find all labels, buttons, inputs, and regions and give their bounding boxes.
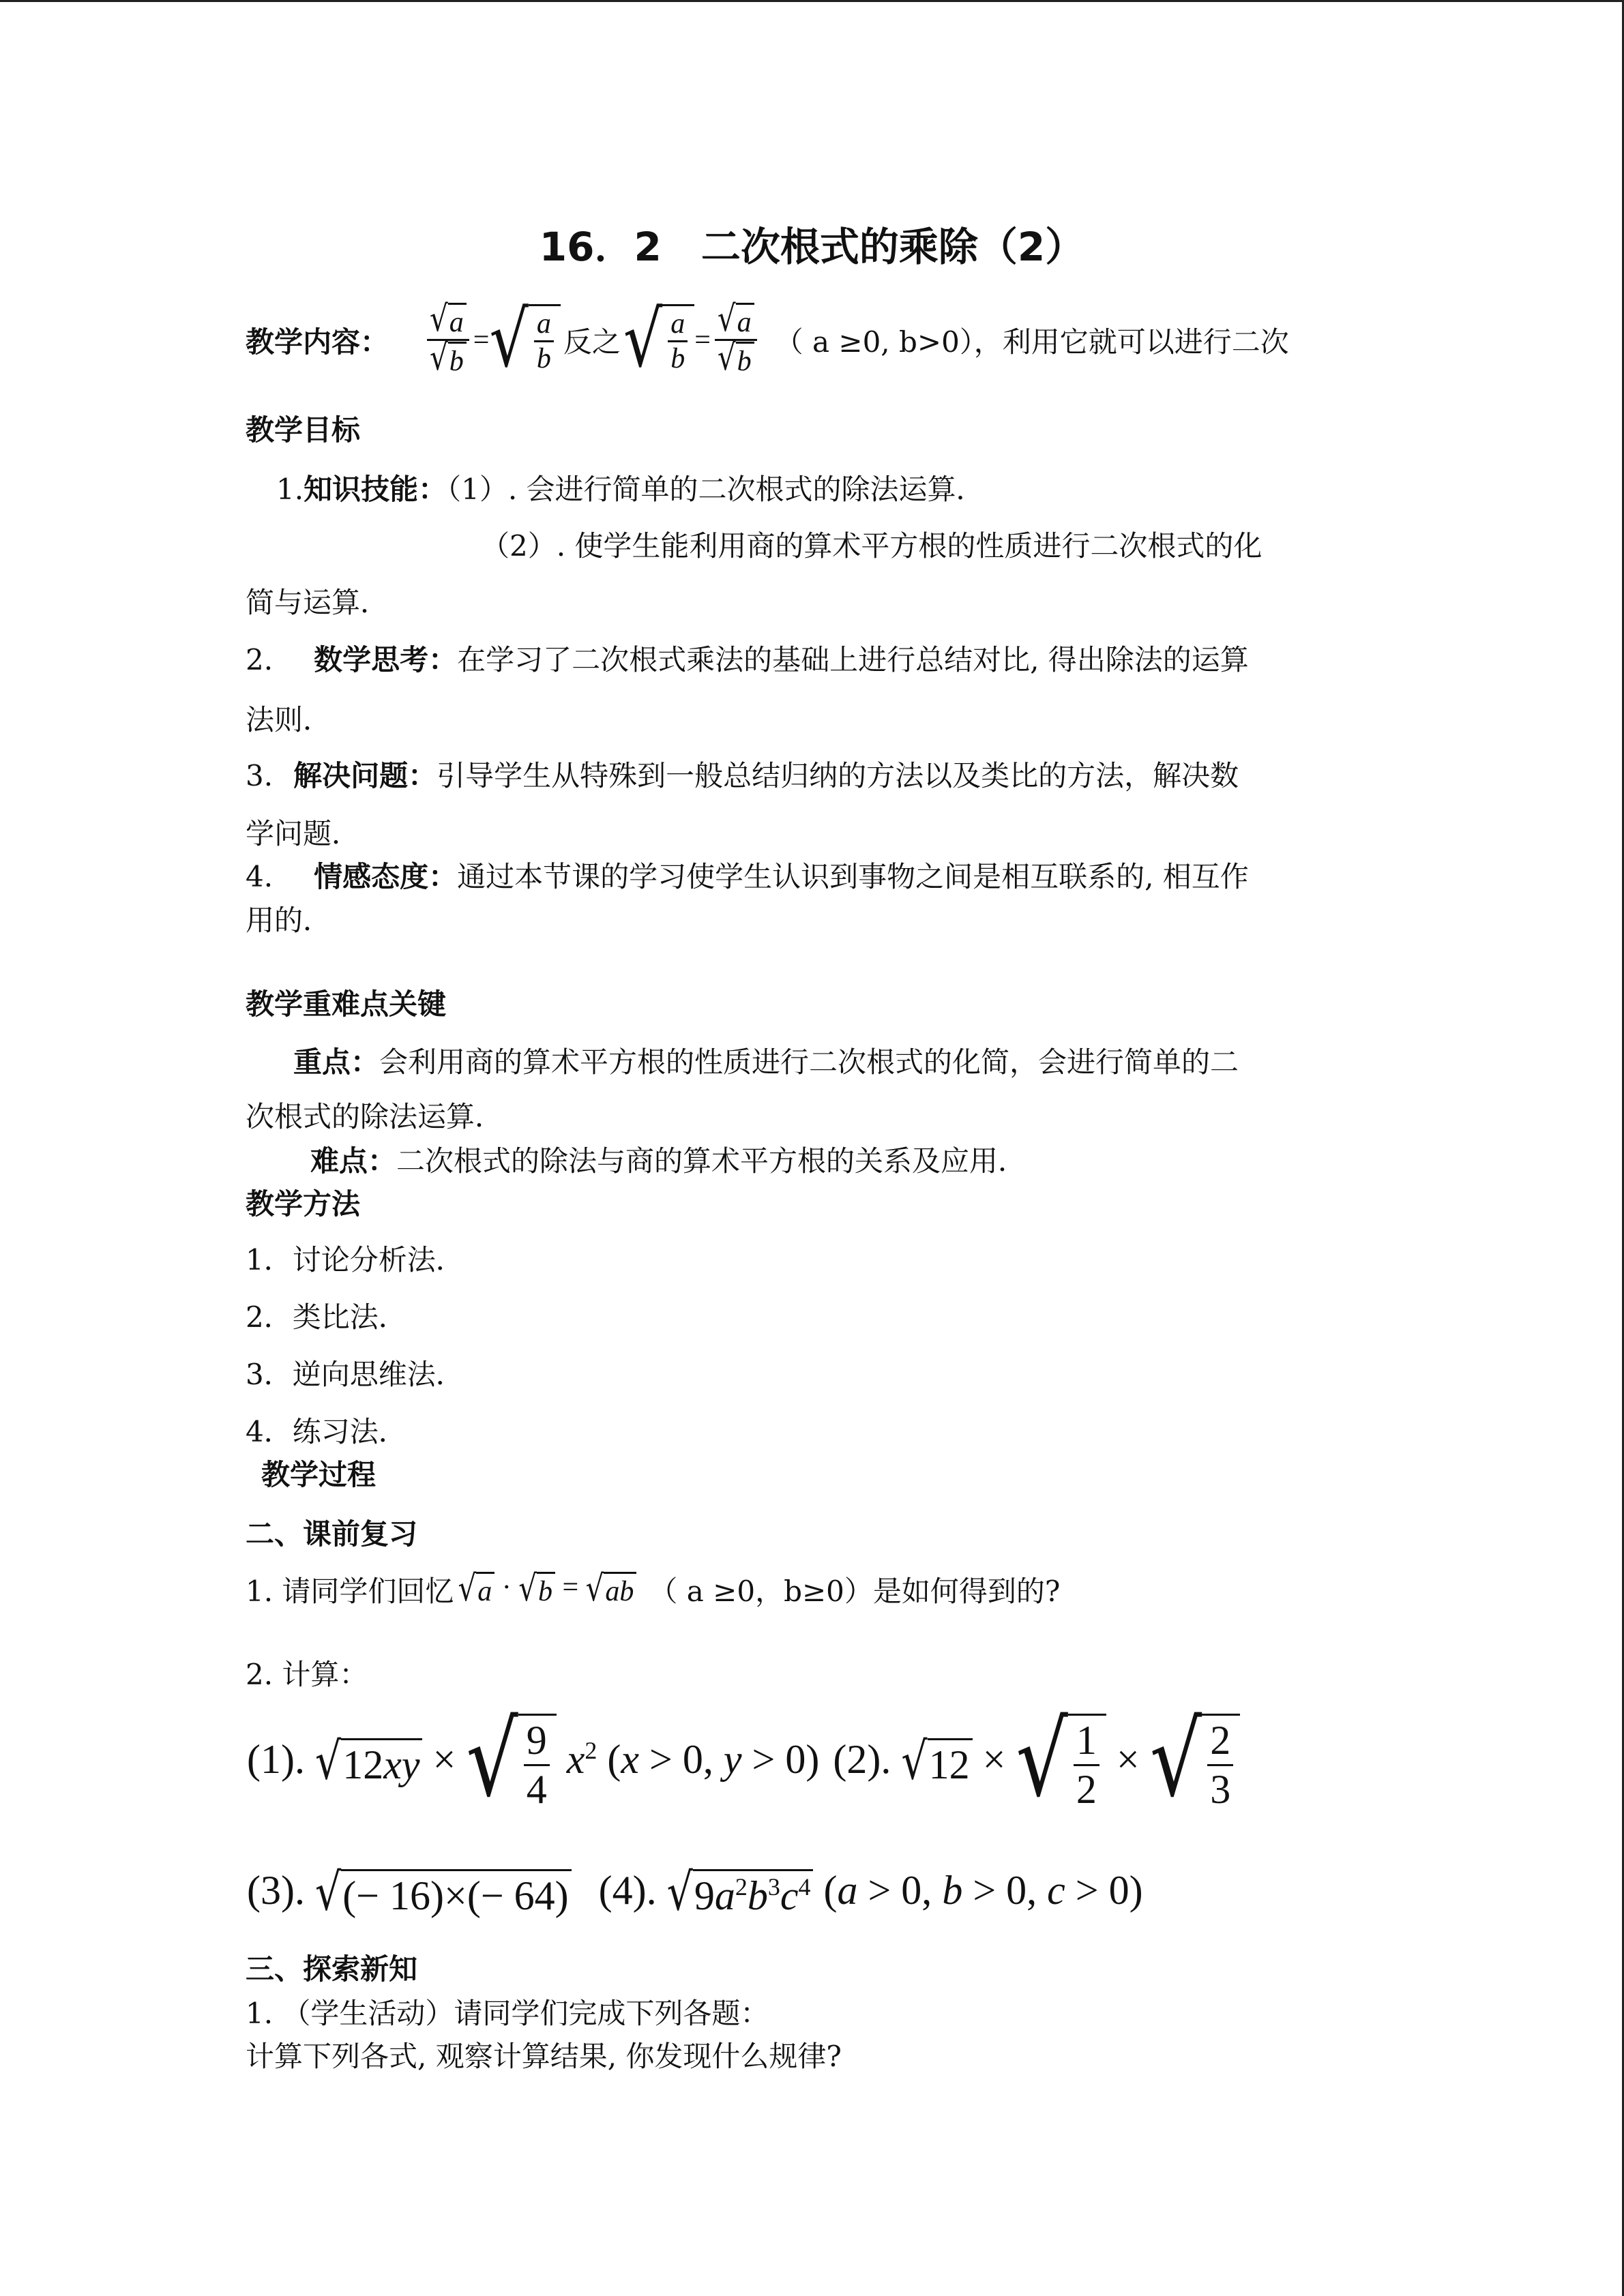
explore-q1: 1. （学生活动）请同学们完成下列各题： — [246, 1997, 769, 2030]
goal-item-1-label: 知识技能： — [304, 473, 447, 506]
formula-sqrt-fraction-2: √ $\frac{a}{b}$ — [623, 304, 694, 376]
content-label: 教学内容： — [246, 325, 389, 359]
content-line: 教学内容： √ a √ b = √ $\frac{a}{b}$ 反之 √ $\frac{a}{b}$ = √ a √ b （ a ≥0, b>0），利用它就可以进行二次 — [246, 295, 1289, 385]
goal-item-4-num: 4. — [246, 860, 274, 893]
goal-item-3-num: 3. — [246, 759, 274, 792]
goal-item-4-cont: 用的． — [246, 904, 332, 937]
goal-item-3-label: 解决问题： — [293, 759, 437, 792]
method-item-3: 3．逆向思维法． — [246, 1358, 464, 1391]
goal-item-4-label: 情感态度： — [314, 860, 458, 893]
method-item-4: 4．练习法． — [246, 1415, 407, 1448]
exercise-4: (4). √ $9a^2b^3c^4$ (a > 0, b > 0, c > 0) — [598, 1862, 1143, 1923]
review-q1-suffix: （ a ≥0，b≥0）是如何得到的? — [649, 1575, 1061, 1608]
process-heading: 教学过程 — [261, 1458, 377, 1491]
goal-item-2-num: 2. — [246, 643, 274, 676]
focus-cont: 次根式的除法运算． — [246, 1100, 504, 1133]
review-q1-prefix: 1. 请同学们回忆 — [246, 1575, 454, 1608]
exercise-1: (1). √ 12xy × √ $\frac{9}{4}$ $x^2$ (x > 0, y > 0) — [247, 1701, 820, 1820]
goal-item-4 — [246, 860, 1249, 894]
goal-item-2-label: 数学思考： — [314, 643, 458, 676]
goal-item-3 — [246, 759, 1239, 793]
focus-text: 会利用商的算术平方根的性质进行二次根式的化简，会进行简单的二 — [379, 1045, 1239, 1079]
goals-heading: 教学目标 — [246, 413, 361, 447]
exercise-3: (3). √ (− 16)×(− 64) — [247, 1867, 572, 1920]
difficulty-label: 难点： — [310, 1144, 397, 1178]
method-item-2: 2．类比法． — [246, 1300, 407, 1334]
reverse-text: 反之 — [563, 325, 621, 359]
exercise-2: (2). √ 12 × √ $\frac{1}{2}$ × √ $\frac{2}{3}$ — [833, 1714, 1240, 1813]
goal-item-2-cont: 法则． — [246, 703, 332, 736]
goal-item-3-cont: 学问题． — [246, 817, 361, 850]
exercise-row-1 — [247, 1701, 1240, 1820]
explore-heading: 三、探索新知 — [246, 1952, 418, 1986]
review-heading: 二、课前复习 — [246, 1517, 418, 1551]
goal-item-1-a: （1）. 会进行简单的二次根式的除法运算． — [447, 473, 985, 506]
explore-q2: 计算下列各式, 观察计算结果, 你发现什么规律? — [246, 2040, 842, 2073]
keypoints-heading: 教学重难点关键 — [246, 987, 447, 1021]
exercise-row-2 — [247, 1862, 1143, 1923]
formula-fraction-sqrt: √ a √ b — [427, 302, 469, 378]
method-item-1: 1．讨论分析法． — [246, 1243, 464, 1277]
review-q1 — [246, 1569, 1060, 1610]
product-rule-formula: √ a · √ b = √ ab — [458, 1571, 636, 1608]
review-q2: 2. 计算： — [246, 1658, 368, 1691]
goal-item-2-text: 在学习了二次根式乘法的基础上进行总结对比, 得出除法的运算 — [457, 643, 1249, 676]
content-condition: （ a ≥0, b>0），利用它就可以进行二次 — [774, 325, 1289, 359]
formula-fraction-sqrt-2: √ a √ b — [715, 302, 757, 378]
goal-item-2 — [246, 643, 1249, 677]
goal-item-4-text: 通过本节课的学习使学生认识到事物之间是相互联系的, 相互作 — [457, 860, 1249, 893]
difficulty-text: 二次根式的除法与商的算术平方根的关系及应用． — [396, 1144, 1027, 1178]
page-title: 16．2 二次根式的乘除（2） — [539, 224, 1085, 270]
formula-sqrt-fraction: √ $\frac{a}{b}$ — [489, 304, 560, 376]
goal-item-3-text: 引导学生从特殊到一般总结归纳的方法以及类比的方法，解决数 — [437, 759, 1239, 792]
goal-item-1-b: （2）. 使学生能利用商的算术平方根的性质进行二次根式的化 — [481, 529, 1263, 563]
goal-item-1 — [276, 473, 985, 507]
focus-label: 重点： — [293, 1045, 380, 1079]
goal-item-1-num: 1. — [276, 473, 304, 506]
goal-item-1-b-cont: 简与运算． — [246, 586, 389, 619]
difficulty-line — [310, 1144, 1027, 1178]
methods-heading: 教学方法 — [246, 1187, 361, 1221]
focus-line — [293, 1045, 1239, 1079]
